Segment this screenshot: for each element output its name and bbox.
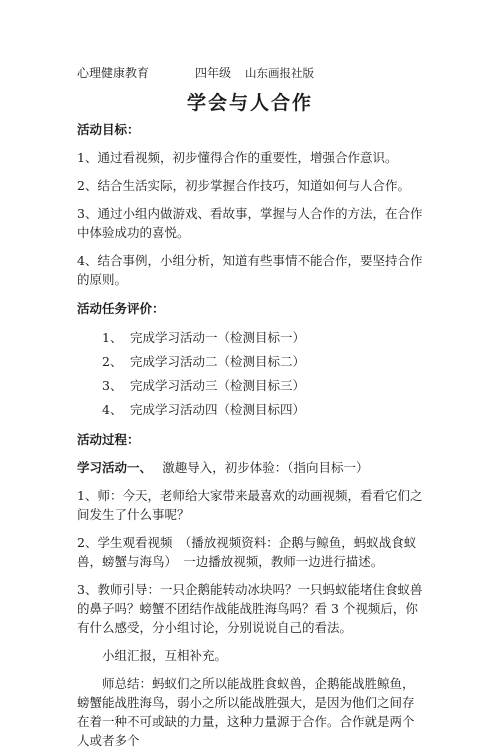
page-title: 学会与人合作 [186, 92, 313, 114]
evaluation-text: 完成学习活动二（检测目标二） [130, 354, 306, 369]
process-paragraph: 2、学生观看视频 （播放视频资料：企鹅与鲸鱼，蚂蚁战食蚁兽，螃蟹与海鸟） 一边播放视频，教师一边进行描述。 [77, 535, 417, 569]
evaluation-text: 完成学习活动四（检测目标四） [130, 402, 306, 417]
evaluation-item [77, 398, 425, 422]
evaluation-number: 3、 [102, 378, 123, 393]
group-report-paragraph: 小组汇报，互相补充。 [102, 648, 228, 663]
process-paragraph: 1、师：今天，老师给大家带来最喜欢的动画视频，看看它们之间发生了什么事呢？ [77, 488, 423, 522]
activity-one-text: 激趣导入，初步体验：（指向目标一） [162, 460, 369, 475]
evaluation-number: 1、 [102, 330, 123, 345]
evaluation-item [77, 374, 425, 398]
goals-heading: 活动目标： [77, 122, 140, 137]
evaluation-list [77, 326, 425, 422]
evaluation-number: 2、 [102, 354, 123, 369]
goal-item: 4、结合事例，小组分析，知道有些事情不能合作，要坚持合作的原则。 [77, 253, 423, 287]
subject-label: 心理健康教育 [77, 66, 150, 80]
evaluation-number: 4、 [102, 402, 123, 417]
document-header [77, 64, 314, 81]
goal-item: 2、结合生活实际，初步掌握合作技巧，知道如何与人合作。 [77, 178, 410, 193]
document-body [77, 120, 425, 750]
evaluation-item [77, 350, 425, 374]
publisher-label: 山东画报社版 [245, 66, 314, 80]
evaluation-text: 完成学习活动一（检测目标一） [130, 330, 306, 345]
evaluation-text: 完成学习活动三（检测目标三） [130, 378, 306, 393]
activity-one-heading [77, 458, 425, 477]
teacher-summary-paragraph: 师总结：蚂蚁们之所以能战胜食蚁兽，企鹅能战胜鲸鱼，螃蟹能战胜海鸟，弱小之所以能战胜强大，是因为他们之间存在着一种不可或缺的力量，这种力量源于合作。合作就是两个人或者多个 [77, 676, 415, 748]
evaluation-heading: 活动任务评价： [77, 301, 165, 316]
goal-item: 3、通过小组内做游戏、看故事，掌握与人合作的方法，在合作中体验成功的喜悦。 [77, 206, 423, 240]
grade-label: 四年级 [195, 66, 232, 80]
activity-one-label: 学习活动一、 [77, 460, 146, 475]
evaluation-item [77, 326, 425, 350]
process-paragraph: 3、教师引导：一只企鹅能转动冰块吗？一只蚂蚁能堵住食蚁兽的鼻子吗？螃蟹不团结作战能战胜海鸟吗？看 3 个视频后，你有什么感受，分小组讨论，分别说说自己的看法。 [77, 582, 423, 635]
goal-item: 1、通过看视频，初步懂得合作的重要性，增强合作意识。 [77, 150, 398, 165]
process-heading: 活动过程： [77, 432, 140, 447]
